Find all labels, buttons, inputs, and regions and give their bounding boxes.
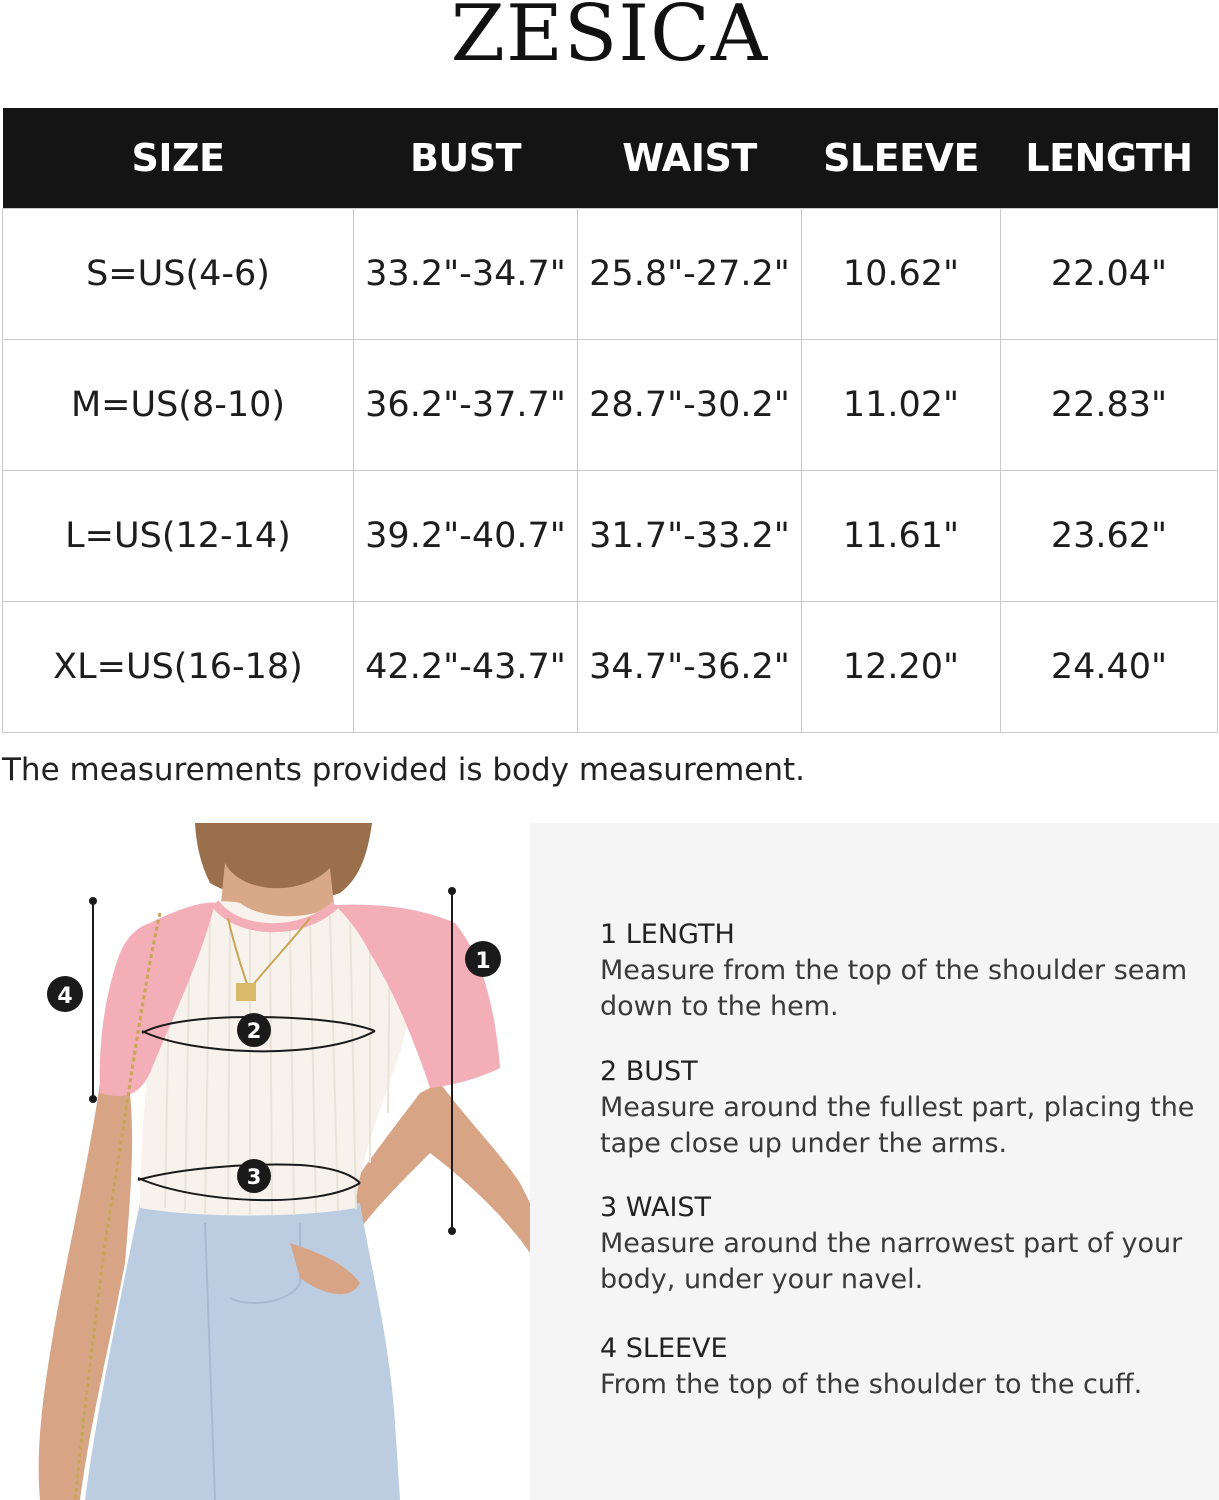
pendant — [236, 983, 256, 1001]
marker-2 — [237, 1013, 271, 1047]
bust-cell: 33.2"-34.7" — [354, 209, 578, 340]
table-row — [3, 209, 1218, 340]
header-length: LENGTH — [1001, 108, 1218, 209]
sleeve-cell: 11.02" — [802, 340, 1001, 471]
marker-3 — [237, 1159, 271, 1193]
sleeve-cell: 10.62" — [802, 209, 1001, 340]
waist-cell: 25.8"-27.2" — [578, 209, 802, 340]
marker-3-label: 3 — [246, 1165, 262, 1189]
table-header-row — [3, 108, 1218, 209]
waist-cell: 28.7"-30.2" — [578, 340, 802, 471]
length-cell: 23.62" — [1001, 471, 1218, 602]
waist-cell: 31.7"-33.2" — [578, 471, 802, 602]
size-chart-table — [2, 108, 1218, 733]
instruction-waist — [600, 1190, 1200, 1298]
size-cell: S=US(4-6) — [3, 209, 354, 340]
bust-cell: 36.2"-37.7" — [354, 340, 578, 471]
marker-4-label: 4 — [57, 984, 73, 1009]
instruction-desc: Measure from the top of the shoulder seam down to the hem. — [600, 955, 1188, 1022]
marker-1-label: 1 — [475, 949, 491, 974]
header-sleeve: SLEEVE — [802, 108, 1001, 209]
brand-logo: ZESICA — [450, 0, 769, 79]
header-waist: WAIST — [578, 108, 802, 209]
measuring-guide-panel — [530, 823, 1219, 1500]
instruction-sleeve — [600, 1331, 1200, 1403]
sleeve-cell: 11.61" — [802, 471, 1001, 602]
size-cell: XL=US(16-18) — [3, 602, 354, 733]
bust-cell: 42.2"-43.7" — [354, 602, 578, 733]
instruction-title: 4 SLEEVE — [600, 1333, 728, 1364]
waist-cell: 34.7"-36.2" — [578, 602, 802, 733]
size-cell: M=US(8-10) — [3, 340, 354, 471]
size-cell: L=US(12-14) — [3, 471, 354, 602]
length-cell: 24.40" — [1001, 602, 1218, 733]
instruction-title: 1 LENGTH — [600, 919, 735, 950]
instruction-title: 3 WAIST — [600, 1192, 712, 1223]
header-bust: BUST — [354, 108, 578, 209]
instruction-length — [600, 917, 1200, 1025]
instruction-desc: Measure around the fullest part, placing the tape close up under the arms. — [600, 1092, 1195, 1159]
marker-4 — [47, 976, 83, 1012]
length-cell: 22.04" — [1001, 209, 1218, 340]
model-photo — [0, 823, 530, 1500]
instruction-desc: Measure around the narrowest part of your body, under your navel. — [600, 1228, 1183, 1295]
marker-2-label: 2 — [246, 1019, 262, 1043]
length-cell: 22.83" — [1001, 340, 1218, 471]
marker-1 — [465, 941, 501, 977]
bust-cell: 39.2"-40.7" — [354, 471, 578, 602]
jeans — [85, 1203, 400, 1500]
measurement-note: The measurements provided is body measurement. — [2, 752, 806, 788]
table-row — [3, 471, 1218, 602]
table-row — [3, 340, 1218, 471]
table-row — [3, 602, 1218, 733]
instruction-title: 2 BUST — [600, 1056, 698, 1087]
instruction-desc: From the top of the shoulder to the cuff. — [600, 1369, 1143, 1400]
sleeve-cell: 12.20" — [802, 602, 1001, 733]
instruction-bust — [600, 1054, 1200, 1162]
header-size: SIZE — [3, 108, 354, 209]
